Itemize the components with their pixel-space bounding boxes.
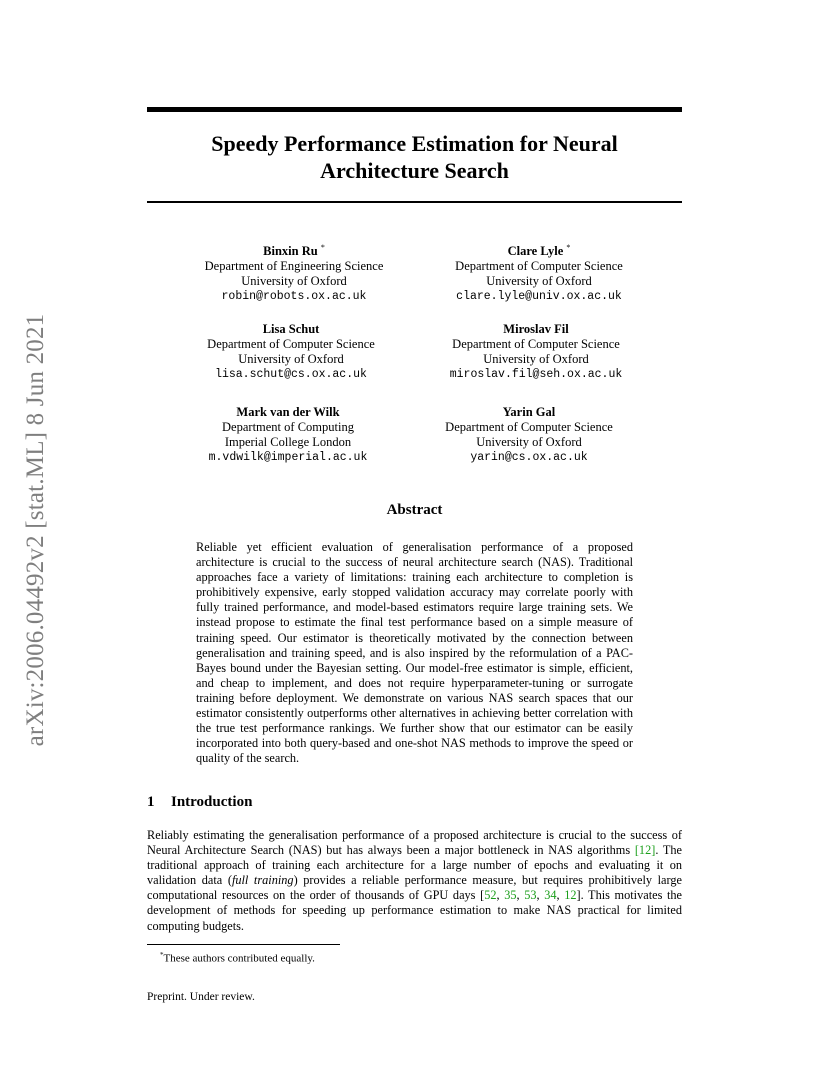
section-heading-introduction bbox=[147, 794, 252, 811]
author-email[interactable]: yarin@cs.ox.ac.uk bbox=[470, 451, 588, 464]
citation-link[interactable]: 12 bbox=[564, 888, 577, 903]
author-block: Yarin Gal Department of Computer Science University of Oxford yarin@cs.ox.ac.uk bbox=[399, 405, 659, 465]
footnote: *These authors contributed equally. bbox=[160, 951, 315, 965]
author-email[interactable]: lisa.schut@cs.ox.ac.uk bbox=[215, 368, 367, 381]
author-block: Binxin Ru * Department of Engineering Science University of Oxford robin@robots.ox.ac.uk bbox=[164, 240, 424, 304]
citation-link[interactable]: 35 bbox=[504, 888, 517, 903]
citation-link[interactable]: [12] bbox=[634, 843, 656, 858]
title-top-rule bbox=[147, 107, 682, 112]
author-email[interactable]: m.vdwilk@imperial.ac.uk bbox=[208, 451, 368, 464]
author-block: Miroslav Fil Department of Computer Science University of Oxford miroslav.fil@seh.ox.ac.uk bbox=[406, 322, 666, 382]
citation-link[interactable]: 52 bbox=[484, 888, 497, 903]
preprint-notice: Preprint. Under review. bbox=[147, 991, 255, 1003]
section-number: 1 bbox=[147, 794, 155, 810]
paper-title: Speedy Performance Estimation for Neural Architecture Search bbox=[211, 131, 618, 183]
abstract-heading: Abstract bbox=[386, 502, 443, 518]
author-block: Clare Lyle * Department of Computer Science University of Oxford clare.lyle@univ.ox.ac.uk bbox=[409, 240, 669, 304]
arxiv-identifier: arXiv:2006.04492v2 [stat.ML] 8 Jun 2021 bbox=[22, 313, 49, 747]
abstract-text: Reliable yet efficient evaluation of generalisation performance of a proposed architecture is crucial to the success of neural architecture search (NAS). Traditional approaches face a variety of limitations: training each architecture to completion is prohibitively expensive, early stopped validation accuracy may correlate poorly with fully trained performance, and model-based estimators require large training sets. We instead propose to estimate the final test performance based on a simple measure of training speed. Our estimator is theoretically motivated by the connection between generalisation and training speed, and is also inspired by the reformulation of a PAC-Bayes bound under the Bayesian setting. Our model-free estimator is simple, efficient, and cheap to implement, and does not require hyperparameter-tuning or surrogate training before deployment. We demonstrate on various NAS search spaces that our estimator consistently outperforms other alternatives in achieving better correlation with the true test performance rankings. We further show that our estimator can be easily incorporated into both query-based and one-shot NAS methods to improve the speed or quality of the search. bbox=[196, 540, 633, 766]
title-bottom-rule bbox=[147, 201, 682, 203]
section-title: Introduction bbox=[171, 794, 253, 810]
author-block: Lisa Schut Department of Computer Science University of Oxford lisa.schut@cs.ox.ac.uk bbox=[161, 322, 421, 382]
citation-link[interactable]: 34 bbox=[544, 888, 557, 903]
introduction-paragraph: Reliably estimating the generalisation performance of a proposed architecture is crucial to the success of Neural Architecture Search (NAS) but has always been a major bottleneck in NAS algorithms [12]. The traditional approach of training each architecture for a large number of epochs and evaluating it on validation data (full training) provides a reliable performance measure, but requires prohibitively large computational resources on the order of thousands of GPU days [52, 35, 53, 34, 12]. This motivates the development of methods for speeding up performance estimation to make NAS practical for limited computing budgets. bbox=[147, 828, 682, 933]
author-email[interactable]: miroslav.fil@seh.ox.ac.uk bbox=[449, 368, 623, 381]
citation-link[interactable]: 53 bbox=[524, 888, 537, 903]
author-email[interactable]: clare.lyle@univ.ox.ac.uk bbox=[456, 290, 622, 304]
footnote-rule bbox=[147, 944, 340, 945]
author-block: Mark van der Wilk Department of Computing Imperial College London m.vdwilk@imperial.ac.uk bbox=[158, 405, 418, 465]
author-email[interactable]: robin@robots.ox.ac.uk bbox=[221, 290, 367, 304]
